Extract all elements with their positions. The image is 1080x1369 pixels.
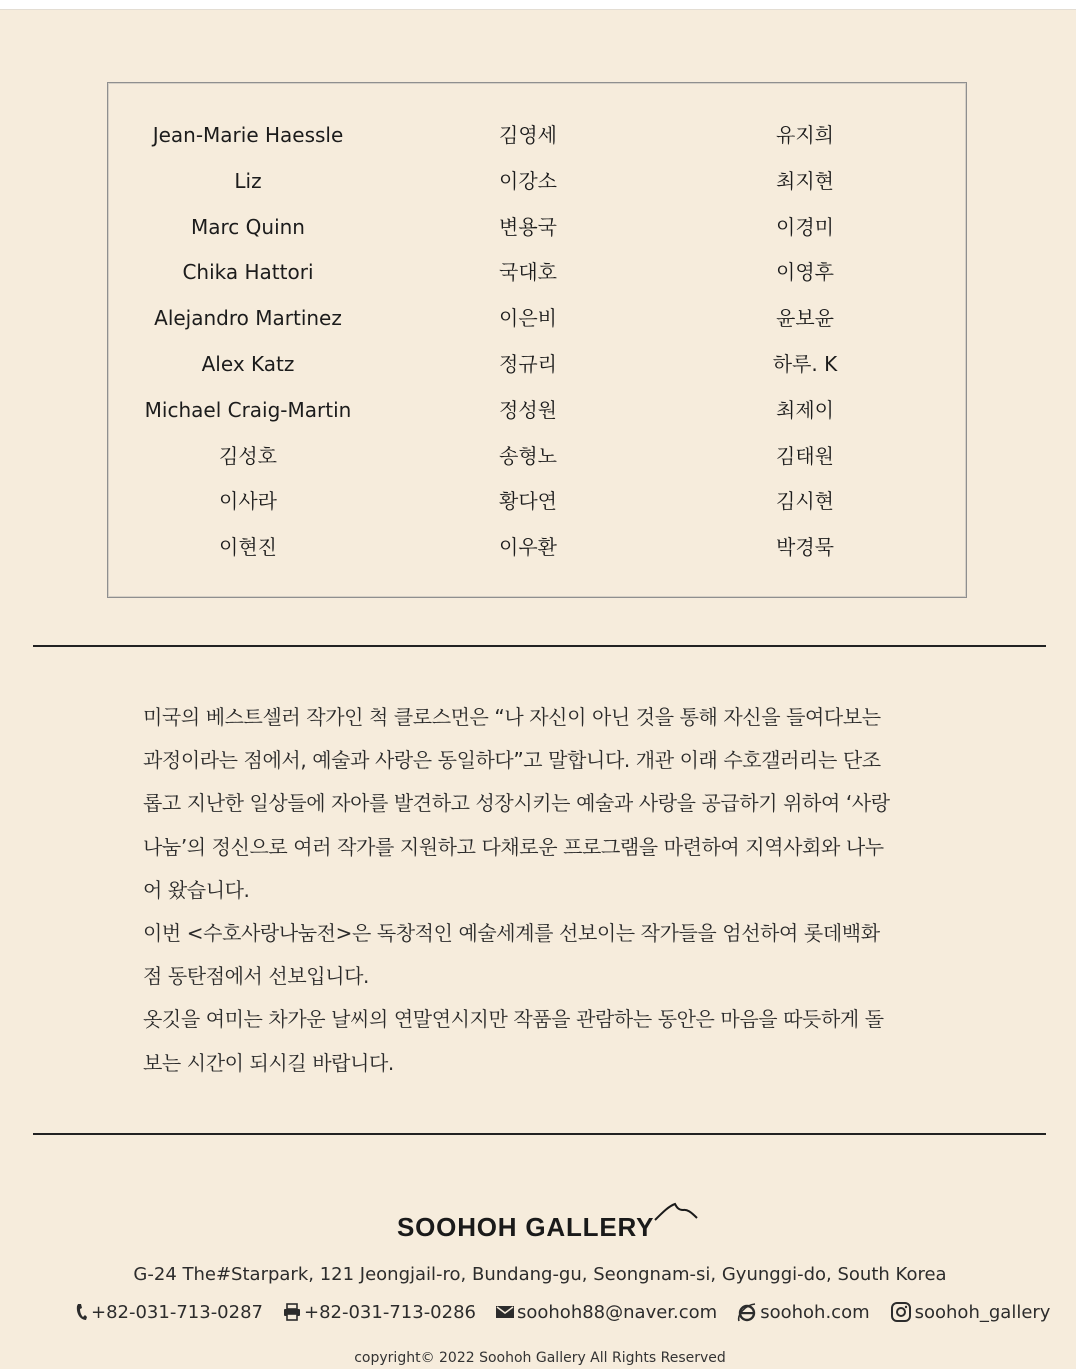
intro-line: 롭고 지난한 일상들에 자아를 발견하고 성장시키는 예술과 사랑을 공급하기 위하여 ‘사랑 [143, 791, 890, 816]
artist-name: 황다연 [499, 489, 557, 514]
fax-number: +82-031-713-0286 [304, 1301, 476, 1323]
email-link[interactable] [496, 1302, 717, 1323]
artist-name: 김시현 [776, 489, 834, 514]
artist-name: 이강소 [499, 168, 557, 193]
instagram-handle: soohoh_gallery [914, 1301, 1051, 1323]
browser-e-icon [737, 1301, 757, 1323]
artist-name: 송형노 [499, 443, 557, 468]
artist-name: Jean-Marie Haessle [152, 123, 344, 147]
intro-line: 나눔’의 정신으로 여러 작가를 지원하고 다채로운 프로그램을 마련하여 지역사회와 나누 [143, 834, 884, 859]
artist-list-box [107, 82, 967, 598]
artist-name: 정성원 [499, 397, 557, 422]
artist-name: 윤보윤 [776, 306, 834, 331]
artist-name: Chika Hattori [182, 260, 314, 285]
logo-text: SOOHOH GALLERY [397, 1212, 655, 1242]
artist-name: Marc Quinn [191, 214, 305, 239]
website-link[interactable] [737, 1301, 869, 1323]
intro-line: 어 왔습니다. [143, 877, 250, 902]
artist-name: 이우환 [499, 535, 557, 560]
artist-name: 이경미 [776, 214, 834, 239]
artist-name: 유지희 [776, 123, 834, 147]
email-address: soohoh88@naver.com [517, 1301, 718, 1323]
artist-grid [108, 115, 966, 573]
artist-name: 박경묵 [776, 535, 834, 560]
divider-bottom [33, 1133, 1046, 1135]
artist-name: 김태원 [776, 443, 834, 468]
artist-name: 국대호 [499, 260, 557, 285]
intro-text [143, 696, 943, 1085]
artist-name: Liz [234, 168, 262, 193]
divider-top [33, 645, 1046, 647]
top-border [0, 0, 1080, 10]
artist-name: 이영후 [776, 260, 834, 285]
fax-icon [283, 1302, 301, 1322]
copyright: copyright© 2022 Soohoh Gallery All Rights Reserved [354, 1350, 726, 1366]
fax-link[interactable] [283, 1302, 476, 1323]
gallery-logo[interactable] [397, 1200, 707, 1248]
bird-icon [653, 1200, 699, 1222]
right-border [1076, 0, 1080, 1369]
contact-bar [74, 1301, 1051, 1323]
artist-name: 하루. K [772, 351, 838, 376]
phone-icon [74, 1302, 88, 1322]
intro-line: 이번 <수호사랑나눔전>은 독창적인 예술세계를 선보이는 작가들을 엄선하여 롯데백화 [143, 921, 880, 946]
phone-number: +82-031-713-0287 [91, 1301, 263, 1323]
instagram-link[interactable] [890, 1301, 1051, 1323]
envelope-icon [496, 1305, 514, 1319]
intro-line: 과정이라는 점에서, 예술과 사랑은 동일하다”고 말합니다. 개관 이래 수호갤러리는 단조 [143, 748, 881, 773]
artist-name: 정규리 [499, 351, 557, 376]
artist-name: 이현진 [219, 535, 277, 560]
intro-line: 미국의 베스트셀러 작가인 척 클로스먼은 “나 자신이 아닌 것을 통해 자신을 들여다보는 [143, 705, 881, 729]
phone-link[interactable] [74, 1302, 263, 1323]
artist-name: 최제이 [776, 397, 834, 422]
instagram-icon [890, 1301, 912, 1323]
artist-name: 최지현 [776, 168, 834, 193]
artist-name: 이사라 [219, 489, 277, 514]
artist-name: 김성호 [219, 443, 277, 468]
artist-name: 김영세 [499, 123, 557, 147]
intro-line: 점 동탄점에서 선보입니다. [143, 964, 369, 989]
intro-line: 보는 시간이 되시길 바랍니다. [143, 1050, 394, 1075]
artist-name: 이은비 [499, 306, 557, 331]
artist-name: Alejandro Martinez [154, 306, 342, 331]
artist-name: Michael Craig-Martin [144, 397, 352, 422]
address: G-24 The#Starpark, 121 Jeongjail-ro, Bundang-gu, Seongnam-si, Gyunggi-do, South Korea [133, 1264, 947, 1285]
artist-name: Alex Katz [201, 351, 295, 376]
website-url: soohoh.com [760, 1301, 870, 1323]
artist-name: 변용국 [499, 214, 557, 239]
intro-line: 옷깃을 여미는 차가운 날씨의 연말연시지만 작품을 관람하는 동안은 마음을 따듯하게 돌 [143, 1007, 884, 1032]
